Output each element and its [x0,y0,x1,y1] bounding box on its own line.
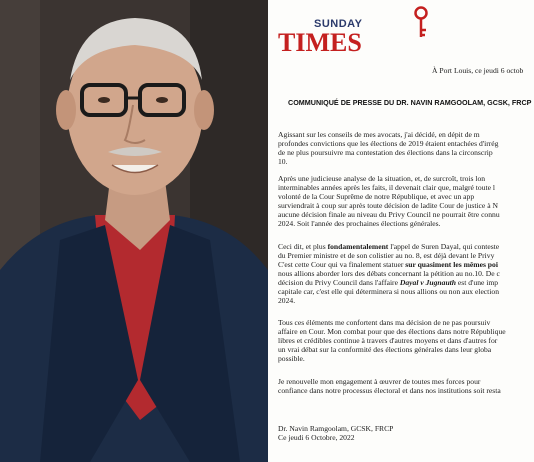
p2-line: interminables années après les faits, il devenait clair que, malgré toute l [278,183,495,192]
p2-line: volonté de la Cour Suprême de notre République, et avec un app [278,192,475,201]
press-release-document [268,0,534,462]
p2-line: surviendrait à coup sur après toute décision de ladite Cour de justice à N [278,201,498,210]
p1-line: Agissant sur les conseils de mes avocats, j'ai décidé, en dépit de m [278,130,480,139]
p3-case-name: Dayal v Jugnauth [399,278,456,287]
p5-line: Je renouvelle mon engagement à œuvrer de toutes mes forces pour [278,377,481,386]
p4-line: Tous ces éléments me confortent dans ma décision de ne pas poursuiv [278,318,491,327]
p4-line: un vrai débat sur la conformité des élections générales dans leur globa [278,345,492,354]
key-icon [412,6,430,40]
p3-line: nous allions aborder lors des débats concernant la pétition au no.10. De c [278,269,500,278]
p3-bold: sur quasiment les mêmes poi [405,260,498,269]
p3-text: Ceci dit, et plus [278,242,328,251]
logo-times-text: TIMES [278,28,362,57]
p1-line: de ne plus poursuivre ma contestation des élections dans la circonscrip [278,148,493,157]
p3-text: est d'une imp [456,278,499,287]
p3-text: décision du Privy Council dans l'affaire [278,278,400,287]
p3-text: l'appel de Suren Dayal, qui conteste [388,242,500,251]
p3-text: C'est cette Cour qui va finalement statuer [278,260,406,269]
signature: Dr. Navin Ramgoolam, GCSK, FRCP [278,424,394,433]
p3-line [278,260,498,269]
p3-line [278,278,498,287]
p1-line: profondes convictions que les élections de 2019 étaient entachées d'irrég [278,139,499,148]
p1-line: 10. [278,157,288,166]
p4-line: affaire en Cour. Mon combat pour que des élections dans notre République [278,327,506,336]
p4-line: possible. [278,354,305,363]
p2-line: Après une judicieuse analyse de la situation, et, de surcroît, trois lon [278,174,486,183]
signature-date: Ce jeudi 6 Octobre, 2022 [278,433,355,442]
p3-line [278,242,499,251]
logo-sunday-text: SUNDAY [314,18,363,30]
document-title: COMMUNIQUÉ DE PRESSE DU DR. NAVIN RAMGOOLAM, GCSK, FRCP [288,98,532,107]
p3-line: capitale car, c'est elle qui déterminera si nous allions ou non aux election [278,287,499,296]
p2-line: aucune décision finale au niveau du Privy Council ne pourrait être connu [278,210,500,219]
place-date: À Port Louis, ce jeudi 6 octob [432,66,524,75]
p4-line: libres et crédibles continue à travers d'autres moyens et dans d'autres for [278,336,498,345]
p3-line: 2024. [278,296,296,305]
p2-line: 2024. Soit l'année des prochaines élections générales. [278,219,441,228]
p5-line: confiance dans notre processus électoral et dans nos institutions soit resta [278,386,501,395]
p3-line: du Premier ministre et de son colistier au no. 8, est déjà devant le Privy [278,251,495,260]
p3-bold: fondamentalement [327,242,389,251]
